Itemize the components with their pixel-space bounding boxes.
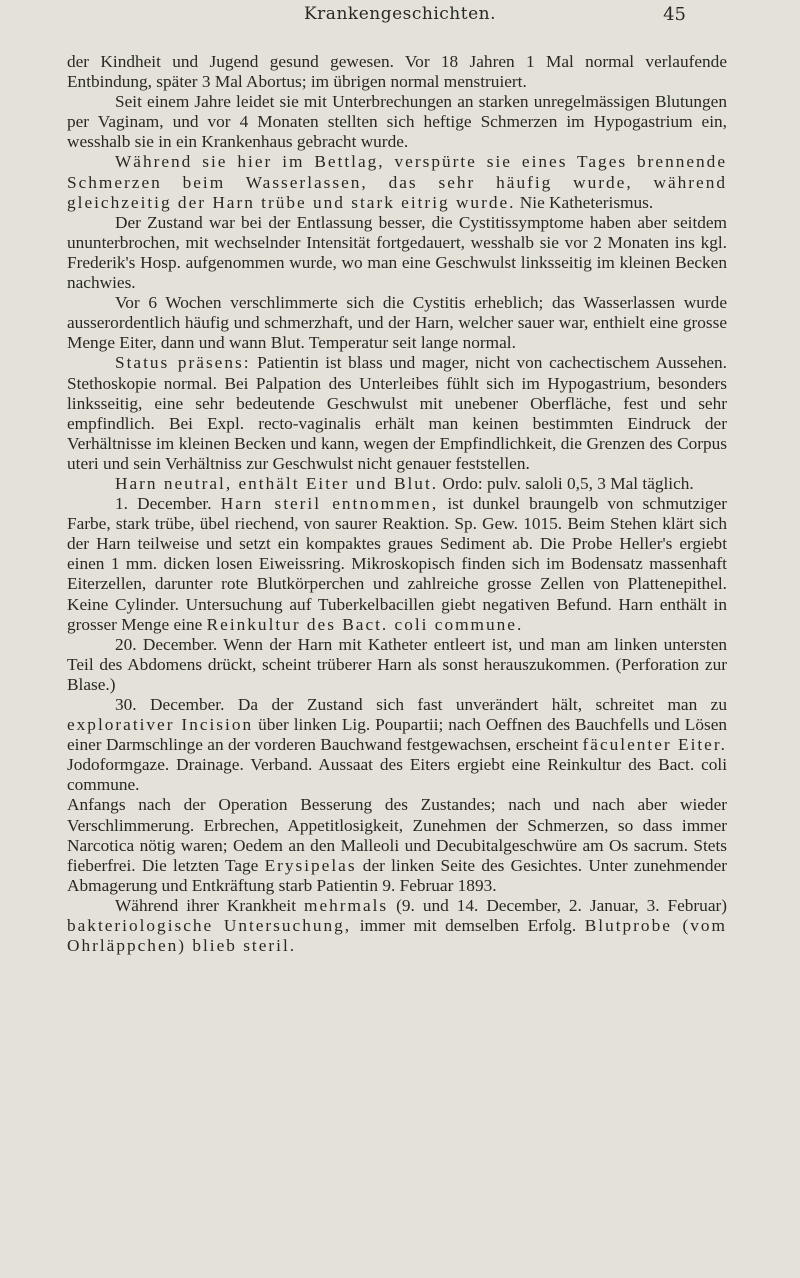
text-run: Während ihrer Krankheit: [115, 895, 304, 915]
text-run: Vor 6 Wochen verschlimmerte sich die Cystitis erheblich; das Wasserlassen wurde ausserordentlich häufig und schmerzhaft, und der Harn, welcher sauer war, enthielt eine grosse Menge Eiter, dann und wann Blut. Temperatur seit lange normal.: [67, 293, 727, 353]
spaced-emphasis-text: Harn steril entnommen,: [220, 494, 439, 514]
text-run: Nie Katheterismus.: [515, 192, 654, 212]
spaced-emphasis-text: Harn neutral, enthält Eiter und Blut.: [115, 473, 439, 493]
running-title: Krankengeschichten.: [303, 4, 496, 24]
body-text: [67, 52, 727, 956]
paragraph: [67, 896, 727, 956]
paragraph: [67, 795, 727, 895]
running-head: [0, 4, 800, 32]
spaced-emphasis-text: Während sie hier im Bettlag, verspürte sie eines Tages brennende Schmerzen beim Wasserlassen, das sehr häufig wurde, während gleichzeitig der Harn trübe und stark eitrig wurde.: [67, 152, 727, 212]
text-run: Anfangs nach der Operation Besserung des Zustandes; nach und nach aber wieder Verschlimmerung. Erbrechen, Appetitlosigkeit, Zunehmen der Schmerzen, so dass immer Narcotica nötig waren; Oedem an den Malleoli und Decubitalgeschwüre am Os sacrum. Stets fieberfrei. Die letzten Tage: [67, 795, 727, 875]
text-run: Patientin ist blass und mager, nicht von cachectischem Aussehen. Stethoskopie normal. Bei Palpation des Unterleibes fühlt sich im Hypogastrium, besonders linksseitig, eine sehr bedeutende Geschwulst mit unebener Oberfläche, fest und sehr empfindlich. Bei Expl. recto-vaginalis erhält man keinen bestimmten Eindruck der Verhältnisse im kleinen Becken und kann, wegen der Empfindlichkeit, die Grenzen des Corpus uteri und sein Verhältniss zur Geschwulst nicht genauer feststellen.: [67, 353, 728, 473]
paragraph: [67, 293, 727, 353]
paragraph: [67, 92, 727, 152]
text-run: über linken Lig. Poupartii; nach Oeffnen des Bauchfells und Lösen einer Darmschlinge an der vorderen Bauchwand festgewachsen, erscheint: [67, 715, 728, 755]
text-run: der Kindheit und Jugend gesund gewesen. Vor 18 Jahren 1 Mal normal verlaufende Entbindung, später 3 Mal Abortus; im übrigen normal menstruiert.: [67, 52, 727, 92]
text-run: 30. December. Da der Zustand sich fast unverändert hält, schreitet man zu: [115, 695, 727, 714]
paragraph: [67, 494, 727, 635]
paragraph: [67, 635, 727, 695]
page-number: 45: [663, 4, 686, 25]
text-run: Seit einem Jahre leidet sie mit Unterbrechungen an starken unregelmässigen Blutungen per Vaginam, und vor 4 Monaten stellten sich heftige Schmerzen im Hypogastrium ein, wesshalb sie in ein Krankenhaus gebracht wurde.: [67, 92, 727, 152]
spaced-emphasis-text: Erysipelas: [264, 855, 357, 875]
text-run: immer mit demselben Erfolg.: [351, 916, 585, 936]
spaced-emphasis-text: mehrmals: [304, 895, 389, 915]
spaced-emphasis-text: fäculenter Eiter.: [582, 735, 727, 755]
paragraph: [67, 695, 727, 795]
text-run: Jodoformgaze. Drainage. Verband. Aussaat des Eiters ergiebt eine Reinkultur des Bact. coli commune.: [67, 755, 727, 795]
paragraph: [67, 474, 727, 494]
text-run: 20. December. Wenn der Harn mit Katheter entleert ist, und man am linken untersten Teil des Abdomens drückt, scheint trüberer Harn als sonst herauszukommen. (Perforation zur Blase.): [67, 634, 727, 694]
paragraph: [67, 213, 727, 293]
spaced-emphasis-text: Reinkultur des Bact. coli commune.: [206, 614, 524, 634]
text-run: ist dunkel braungelb von schmutziger Farbe, stark trübe, übel riechend, von saurer Reaktion. Sp. Gew. 1015. Beim Stehen klärt sich der Harn teilweise und setzt ein kompaktes graues Sediment ab. Die Probe Heller's ergiebt einen 1 mm. dicken losen Eiweissring. Mikroskopisch finden sich im Bodensatz massenhaft Eiterzellen, darunter rote Blutkörperchen und zahlreiche grosse Zellen von Plattenepithel. Keine Cylinder. Untersuchung auf Tuberkelbacillen giebt negativen Befund. Harn enthält in grosser Menge eine: [67, 494, 727, 634]
text-run: Ordo: pulv. saloli 0,5, 3 Mal täglich.: [438, 473, 694, 493]
paragraph: [67, 353, 727, 474]
paragraph: [67, 152, 727, 212]
spaced-emphasis-text: Status präsens:: [115, 353, 251, 373]
spaced-emphasis-text: bakteriologische Untersuchung,: [67, 916, 352, 936]
text-run: 1. December.: [115, 494, 221, 514]
text-run: Der Zustand war bei der Entlassung besser, die Cystitissymptome haben aber seitdem ununterbrochen, mit wechselnder Intensität fortgedauert, wesshalb sie vor 2 Monaten ins kgl. Frederik's Hosp. aufgenommen wurde, wo man eine Geschwulst linksseitig im kleinen Becken nachwies.: [67, 212, 727, 293]
spaced-emphasis-text: Blutprobe (vom Ohrläppchen) blieb steril.: [67, 916, 727, 956]
paragraph: [67, 52, 727, 92]
text-run: (9. und 14. December, 2. Januar, 3. Februar): [388, 895, 728, 915]
text-run: der linken Seite des Gesichtes. Unter zunehmender Abmagerung und Entkräftung starb Patientin 9. Februar 1893.: [67, 855, 727, 895]
spaced-emphasis-text: explorativer Incision: [67, 715, 254, 735]
